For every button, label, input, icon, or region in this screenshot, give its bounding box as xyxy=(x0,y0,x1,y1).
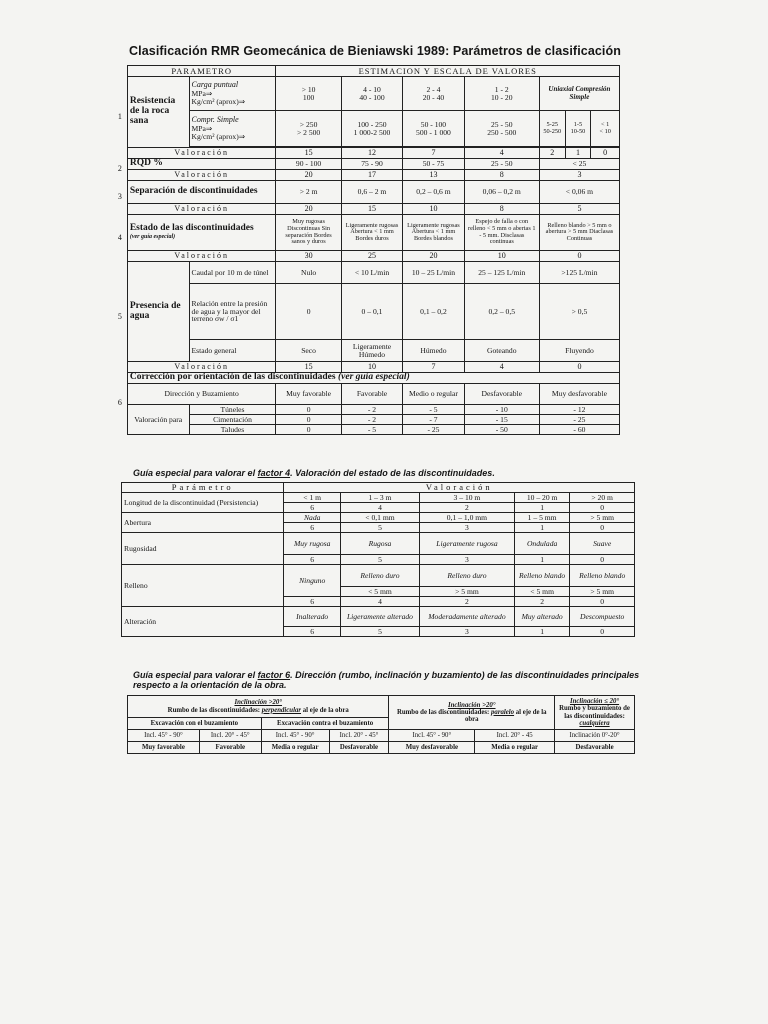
table-row: Alteración Inalterado Ligeramente alterado Moderadamente alterado Muy alterado Descompuesto xyxy=(122,607,635,627)
param-name: Resistencia de la roca sana xyxy=(127,77,189,148)
header-estimacion: ESTIMACION Y ESCALA DE VALORES xyxy=(276,66,620,77)
table-row: Rugosidad Muy rugosa Rugosa Ligeramente rugosa Ondulada Suave xyxy=(122,533,635,555)
table-row: 1 Resistencia de la roca sana Carga puntual MPa⇒ Kg/cm² (aprox)⇒ > 10 100 4 - 10 40 - 100 2 - 4 20 - 40 1 - 2 10 - 20 Uniaxial Compresión Simple xyxy=(113,77,620,111)
table-row: Valoración para Túneles 0 - 2 - 5 - 10 - 12 xyxy=(113,405,620,415)
table-row: Estado general Seco Ligeramente Húmedo Húmedo Goteando Fluyendo xyxy=(113,340,620,362)
guide6-title: Guía especial para valorar el factor 6. Dirección (rumbo, inclinación y buzamiento) de las discontinuidades principales respecto a la orientación de la obra. xyxy=(133,670,640,691)
mpa-label: MPa⇒ xyxy=(191,88,213,98)
header-row xyxy=(113,66,620,77)
table-row: 2 RQD % 90 - 100 75 - 90 50 - 75 25 - 50 < 25 xyxy=(113,159,620,170)
table-row: Taludes 0 - 5 - 25 - 50 - 60 xyxy=(113,425,620,435)
correction-heading-row: 6 Corrección por orientación de las discontinuidades (ver guía especial) xyxy=(113,373,620,384)
valoracion-row: Valoración 30 25 20 10 0 xyxy=(113,251,620,262)
header-parametro: PARAMETRO xyxy=(127,66,276,77)
valoracion-row: Valoración 15 12 7 4 2 1 0 xyxy=(113,148,620,159)
table-row: Cimentación 0 - 2 - 7 - 15 - 25 xyxy=(113,415,620,425)
rmr-main-table xyxy=(113,65,620,435)
kg-label: Kg/cm² (aprox)⇒ xyxy=(191,96,246,106)
uniaxial-label: Uniaxial Compresión Simple xyxy=(539,77,619,111)
valoracion-row: Valoración 20 17 13 8 3 xyxy=(113,170,620,181)
table-row: Relleno Ninguno Relleno duro Relleno duro Relleno blando Relleno blando xyxy=(122,565,635,587)
table-row: 3 Separación de discontinuidades > 2 m 0,6 – 2 m 0,2 – 0,6 m 0,06 – 0,2 m < 0,06 m xyxy=(113,181,620,204)
compr-label: Compr. Simple xyxy=(191,115,239,125)
table-row: Longitud de la discontinuidad (Persistencia) < 1 m 1 – 3 m 3 – 10 m 10 – 20 m > 20 m xyxy=(122,493,635,503)
table-row: 5 Presencia de agua Caudal por 10 m de túnel Nulo < 10 L/min 10 – 25 L/min 25 – 125 L/min >125 L/min xyxy=(113,262,620,284)
carga-label: Carga puntual xyxy=(191,80,239,90)
table-row: 4 Estado de las discontinuidades (ver guía especial) Muy rugosas Discontinuas Sin separación Bordes sanos y duros Ligeramente rugosas Abertura < 1 mm Bordes duros Ligeramente rugosas Abertura < 1 mm Bordes blandos Espejo de falla o con relleno < 5 mm o abertas 1 - 5 mm. Disclasas continuas Relleno blando > 5 mm o abertura > 5 mm Diaclasas Continuas xyxy=(113,215,620,251)
guide6-table: Inclinación >20° Rumbo de las discontinuidades: perpendicular al eje de la obra Inclinación >20° Rumbo de las discontinuidades: paralelo al eje de la obra Inclinación ≤ 20° Rumbo y buzamiento de las discontinuidades: cualquiera Excavación con el buzamiento Excavación contra el buzamiento Incl. 45° - 90° Incl. 20° - 45° Incl. 45° - 90° Incl. 20° - 45° Incl. 45° - 90° Incl. 20° - 45 Inclinación 0°-20° Muy favorable Favorable Media o regular Desfavorable Muy desfavorable Media o regular Desfavorable xyxy=(127,695,635,754)
table-row: Dirección y Buzamiento Muy favorable Favorable Medio o regular Desfavorable Muy desfavorable xyxy=(113,384,620,405)
table-row: Relación entre la presión de agua y la mayor del terreno σw / σ1 0 0 – 0,1 0,1 – 0,2 0,2 – 0,5 > 0,5 xyxy=(113,284,620,340)
page-title: Clasificación RMR Geomecánica de Bieniawski 1989: Parámetros de clasificación xyxy=(129,44,621,58)
valoracion-row: Valoración 15 10 7 4 0 xyxy=(113,362,620,373)
guide4-table: Parámetro Valoración Longitud de la discontinuidad (Persistencia) < 1 m 1 – 3 m 3 – 10 m 10 – 20 m > 20 m 6 4 2 1 0 Abertura Nada < 0,1 mm 0,1 – 1,0 mm 1 – 5 mm > 5 mm 6 5 3 1 0 Rugosidad Muy rugosa Rugosa Ligeramente rugosa Ondulada Suave 6 5 3 1 0 Relleno Ninguno Relleno duro Relleno duro Relleno blando Relleno blando < 5 mm > 5 mm < 5 mm > 5 mm 6 4 2 2 0 Alteración Inalterado Ligeramente alterado Moderadamente alterado Muy alterado Descompuesto 6 5 3 1 0 xyxy=(121,482,635,637)
table-row: Compr. Simple MPa⇒ Kg/cm² (aprox)⇒ > 250 > 2 500 100 - 250 1 000-2 500 50 - 100 500 - 1 000 25 - 50 250 - 500 5-25 50-250 1-5 10-50 < 1 < 10 xyxy=(113,111,620,147)
valoracion-row: Valoración 20 15 10 8 5 xyxy=(113,204,620,215)
table-row: Abertura Nada < 0,1 mm 0,1 – 1,0 mm 1 – 5 mm > 5 mm xyxy=(122,513,635,523)
guide4-title: Guía especial para valorar el factor 4. Valoración del estado de las discontinuidades. xyxy=(133,468,495,478)
param-number: 1 xyxy=(113,77,127,159)
